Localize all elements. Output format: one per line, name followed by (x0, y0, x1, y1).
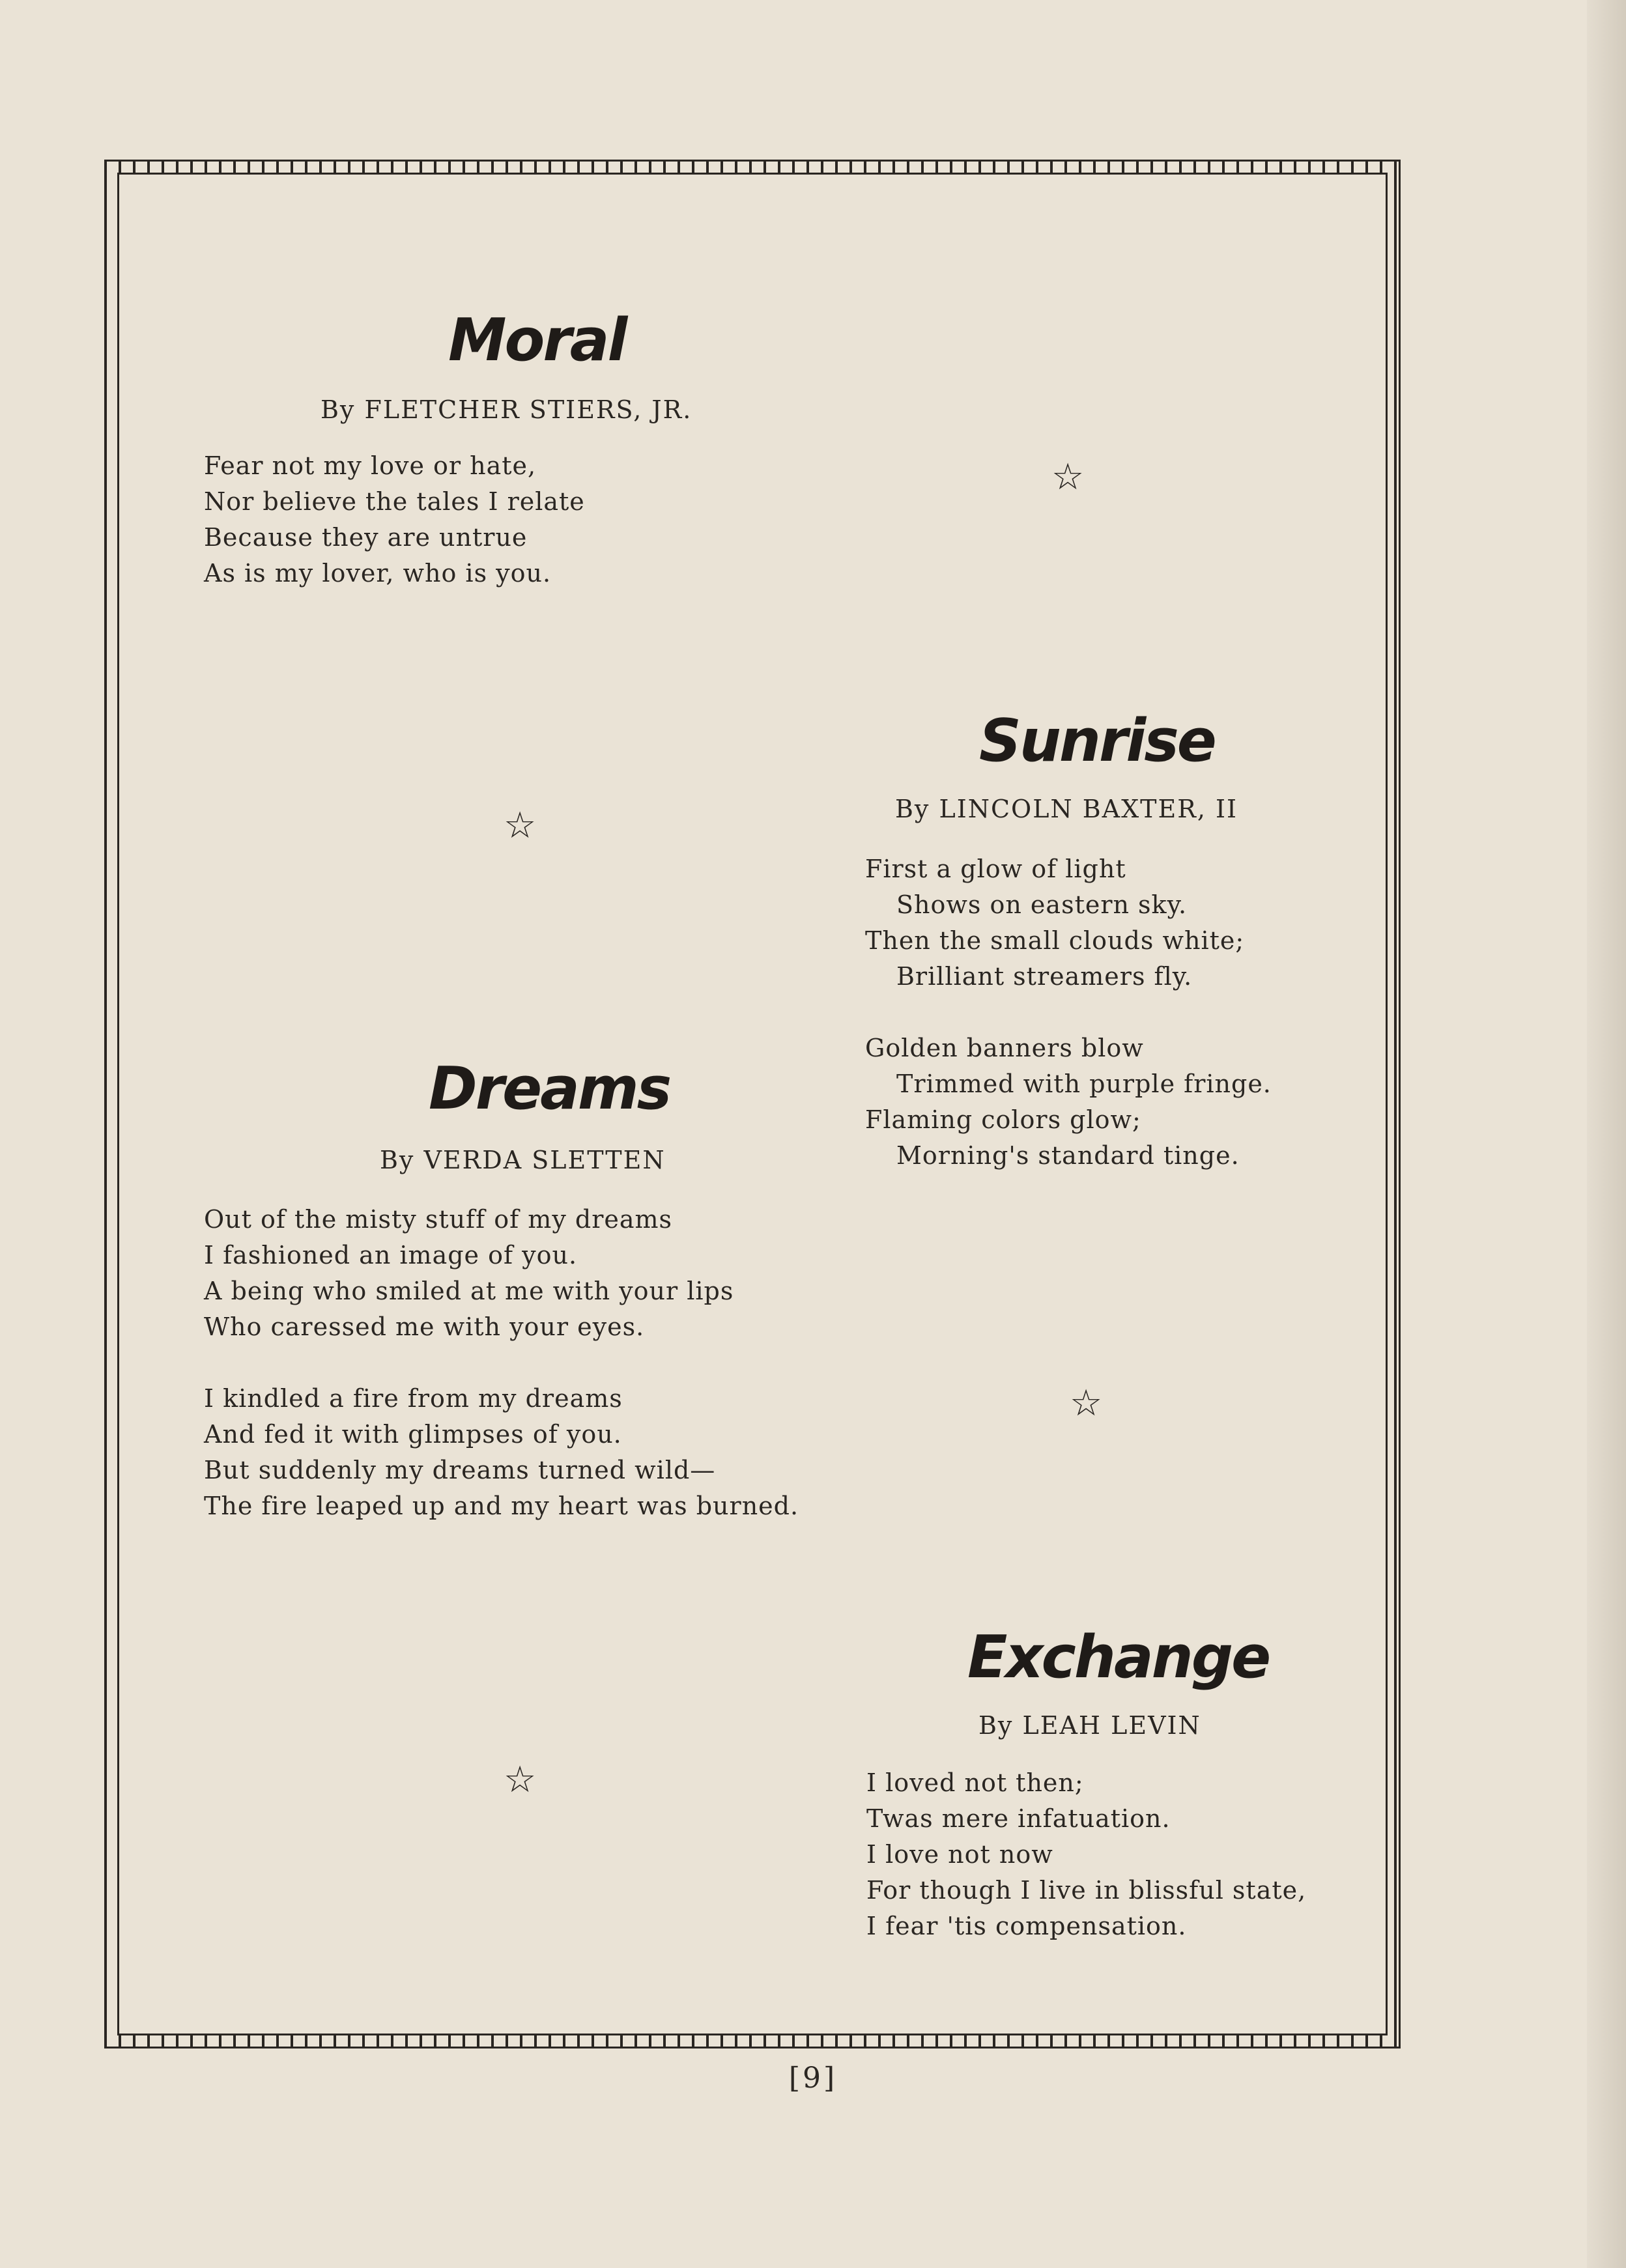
poem-lines (204, 1202, 823, 1524)
page-number: [9] (788, 2062, 838, 2095)
poem-line: I fear 'tis compensation. (866, 1912, 1187, 1940)
poem-line: And fed it with glimpses of you. (204, 1420, 622, 1449)
poem-line: Trimmed with purple fringe. (896, 1070, 1272, 1098)
poem-line: I love not now (866, 1840, 1053, 1869)
page-edge-shadow (1587, 0, 1626, 2268)
poem-byline: By VERDA SLETTEN (380, 1146, 666, 1174)
poem-moral (204, 306, 790, 591)
poem-dreams (204, 1055, 823, 1524)
poem-line: Then the small clouds white; (865, 926, 1245, 955)
poem-line: Shows on eastern sky. (896, 890, 1188, 919)
poem-line: The fire leaped up and my heart was burned. (204, 1492, 799, 1520)
poem-line: First a glow of light (865, 855, 1126, 883)
poem-line: Flaming colors glow; (865, 1105, 1141, 1134)
poem-exchange (866, 1623, 1388, 1944)
poem-line: As is my lover, who is you. (204, 559, 552, 588)
star-ornament-icon: ☆ (504, 804, 537, 847)
star-ornament-icon: ☆ (1070, 1382, 1103, 1425)
poem-byline: By FLETCHER STIERS, JR. (321, 395, 692, 424)
poem-lines (204, 448, 790, 591)
poem-line: Out of the misty stuff of my dreams (204, 1205, 673, 1234)
poem-byline: By LEAH LEVIN (978, 1711, 1201, 1740)
poem-line: Nor believe the tales I relate (204, 487, 585, 516)
poem-title: Moral (448, 306, 626, 375)
poem-line: Twas mere infatuation. (866, 1804, 1171, 1833)
poem-line: Fear not my love or hate, (204, 451, 537, 480)
poem-byline: By LINCOLN BAXTER, II (895, 795, 1238, 823)
poem-line: Brilliant streamers fly. (896, 962, 1193, 991)
poem-line: I loved not then; (866, 1768, 1084, 1797)
poem-lines (866, 1765, 1388, 1944)
star-ornament-icon: ☆ (1051, 456, 1085, 498)
star-ornament-icon: ☆ (504, 1759, 537, 1801)
poem-lines (865, 851, 1386, 1174)
poem-line: I fashioned an image of you. (204, 1241, 578, 1269)
poem-line: But suddenly my dreams turned wild— (204, 1456, 716, 1484)
poem-line: A being who smiled at me with your lips (204, 1277, 734, 1305)
poem-sunrise (865, 707, 1386, 1174)
poem-line: For though I live in blissful state, (866, 1876, 1307, 1905)
poem-line: Golden banners blow (865, 1034, 1144, 1062)
poem-line: Because they are untrue (204, 523, 528, 552)
poem-line: Who caressed me with your eyes. (204, 1312, 645, 1341)
poem-title: Sunrise (979, 707, 1215, 775)
poem-line: Morning's standard tinge. (896, 1141, 1240, 1170)
poem-title: Exchange (967, 1623, 1270, 1692)
poem-line: I kindled a fire from my dreams (204, 1384, 623, 1413)
poem-title: Dreams (429, 1055, 670, 1123)
